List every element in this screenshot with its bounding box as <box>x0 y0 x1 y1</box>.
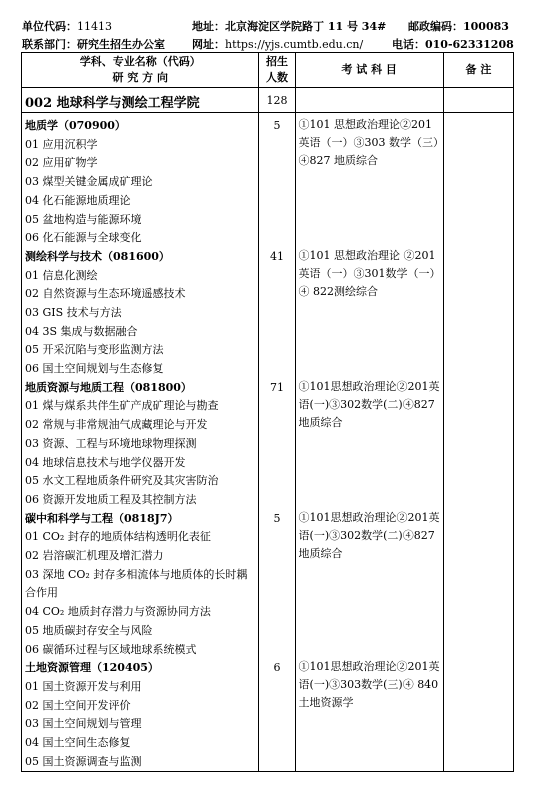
college-row <box>22 88 514 113</box>
major-enrollment-count: 5 <box>273 511 281 525</box>
research-direction: 06 碳循环过程与区域地球系统模式 <box>25 642 197 656</box>
address-value: 北京海淀区学院路丁 11 号 34# <box>225 20 387 33</box>
major-enrollment-count: 5 <box>273 119 281 132</box>
research-direction: 05 水文工程地质条件研究及其灾害防治 <box>25 474 219 488</box>
major-enrollment-count: 71 <box>270 380 284 394</box>
phone <box>392 36 514 52</box>
phone-label: 电话： <box>392 38 425 51</box>
research-direction: 03 国土空间规划与管理 <box>25 717 142 731</box>
majors-exam-cell <box>295 113 443 772</box>
unit-code-label: 单位代码： <box>22 20 77 33</box>
research-direction: 02 应用矿物学 <box>25 156 98 170</box>
postcode-value: 100083 <box>463 20 509 33</box>
research-direction: 06 国土空间规划与生态修复 <box>25 362 164 376</box>
research-direction: 02 自然资源与生态环境遥感技术 <box>25 287 186 301</box>
college-total: 128 <box>259 88 295 113</box>
header-remarks: 备 注 <box>443 53 513 88</box>
major-exam-subjects: ①101思想政治理论②201英语(一)③303数学(三)④ 840土地资源学 <box>298 660 440 710</box>
major-enrollment-count: 6 <box>273 661 281 675</box>
unit-code-value: 11413 <box>77 20 112 33</box>
header-row-2 <box>22 36 165 52</box>
header-exam-subjects: 考 试 科 目 <box>295 53 443 88</box>
major-block <box>25 379 255 510</box>
major-exam-subjects: ①101思想政治理论②201英语(一)③302数学(二)④827地质综合 <box>298 379 440 429</box>
header-major-direction: 学科、专业名称（代码） 研 究 方 向 <box>22 53 259 88</box>
major-name: 地质资源与地质工程（081800） <box>25 380 192 394</box>
research-direction: 03 资源、工程与环境地球物理探测 <box>25 436 197 450</box>
research-direction: 05 盆地构造与能源环境 <box>25 212 142 226</box>
major-exam-subjects: ①101思想政治理论②201英语(一)③302数学(二)④827地质综合 <box>298 510 440 560</box>
research-direction: 03 煤型关键金属成矿理论 <box>25 175 153 189</box>
research-direction: 04 国土空间生态修复 <box>25 736 131 750</box>
postcode <box>408 18 509 34</box>
research-direction: 01 国土资源开发与利用 <box>25 679 142 693</box>
major-block <box>25 659 255 771</box>
majors-remarks-cell <box>443 113 513 772</box>
major-exam-subjects: ①101 思想政治理论②201 英语（一）③303 数学（三）④827 地质综合 <box>298 118 439 167</box>
major-block <box>25 117 255 248</box>
major-name: 碳中和科学与工程（0818J7） <box>25 511 179 525</box>
research-direction: 06 化石能源与全球变化 <box>25 231 142 245</box>
research-direction: 01 应用沉积学 <box>25 137 98 151</box>
majors-count-cell <box>259 113 295 772</box>
major-exam-subjects: ①101 思想政治理论 ②201英语（一）③301数学（一）④ 822测绘综合 <box>298 248 436 298</box>
research-direction: 01 煤与煤系共伴生矿产成矿理论与勘查 <box>25 399 219 413</box>
majors-row <box>22 113 514 772</box>
address-label: 地址： <box>192 20 225 33</box>
major-name: 测绘科学与技术（081600） <box>25 249 170 263</box>
address <box>192 18 386 34</box>
contact-dept-label: 联系部门： <box>22 38 77 51</box>
table-header-row <box>22 53 514 88</box>
website-link[interactable]: https://yjs.cumtb.edu.cn/ <box>225 38 364 51</box>
research-direction: 04 化石能源地质理论 <box>25 193 131 207</box>
research-direction: 05 地质碳封存安全与风险 <box>25 623 153 637</box>
header-enrollment: 招生 人数 <box>259 53 295 88</box>
admissions-table <box>21 52 514 772</box>
research-direction: 02 岩溶碳汇机理及增汇潜力 <box>25 549 164 563</box>
research-direction: 02 国土空间开发评价 <box>25 698 131 712</box>
majors-directions-cell <box>22 113 259 772</box>
research-direction: 04 CO₂ 地质封存潜力与资源协同方法 <box>25 605 211 619</box>
website <box>192 36 363 52</box>
research-direction: 03 深地 CO₂ 封存多相流体与地质体的长时耦合作用 <box>25 567 248 600</box>
research-direction: 05 开采沉陷与变形监测方法 <box>25 343 164 357</box>
major-name: 土地资源管理（120405） <box>25 661 159 675</box>
college-name: 002 地球科学与测绘工程学院 <box>22 88 259 113</box>
website-label: 网址： <box>192 38 225 51</box>
major-block <box>25 248 255 379</box>
major-block <box>25 510 255 660</box>
major-name: 地质学（070900） <box>25 119 126 132</box>
research-direction: 06 资源开发地质工程及其控制方法 <box>25 493 197 506</box>
research-direction: 01 信息化测绘 <box>25 268 98 282</box>
research-direction: 01 CO₂ 封存的地质体结构透明化表征 <box>25 530 211 544</box>
research-direction: 02 常规与非常规油气成藏理论与开发 <box>25 418 208 432</box>
research-direction: 03 GIS 技术与方法 <box>25 306 122 319</box>
postcode-label: 邮政编码： <box>408 20 463 33</box>
contact-dept-value: 研究生招生办公室 <box>77 38 165 51</box>
phone-value: 010-62331208 <box>425 38 514 51</box>
research-direction: 05 国土资源调查与监测 <box>25 754 142 768</box>
research-direction: 04 地球信息技术与地学仪器开发 <box>25 455 186 469</box>
research-direction: 04 3S 集成与数据融合 <box>25 324 138 338</box>
major-enrollment-count: 41 <box>270 249 284 263</box>
header-row-1 <box>22 18 112 34</box>
